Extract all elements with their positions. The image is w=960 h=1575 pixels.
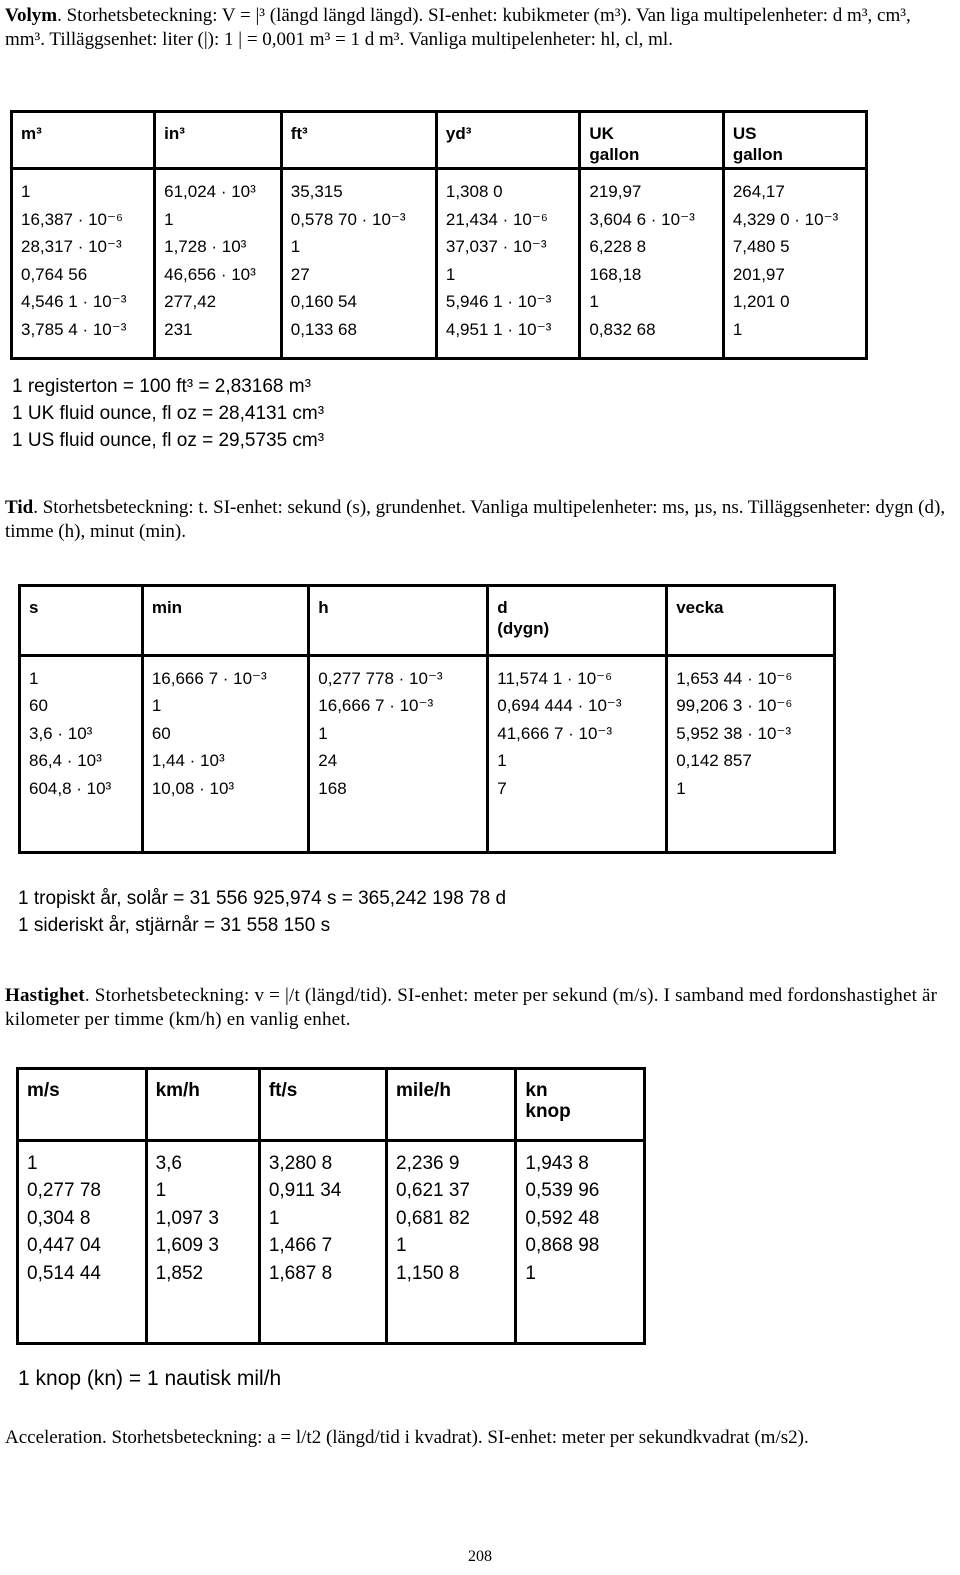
- table-cell: 60: [151, 723, 171, 743]
- table-cell: 1: [732, 319, 743, 339]
- speed-notes: [18, 1365, 281, 1392]
- table-cell: 0,133 68: [290, 319, 357, 339]
- table-cell: 1: [268, 1207, 280, 1229]
- table-cell: 0,447 04: [27, 1235, 101, 1257]
- column-header: ft/s: [259, 1070, 386, 1140]
- column-header: m³: [13, 113, 155, 169]
- column-header: ft³: [281, 113, 436, 169]
- column-header: min: [142, 587, 308, 655]
- table-cell: 16,666 7 · 10⁻³: [151, 668, 267, 688]
- table-cell: 35,315: [290, 182, 343, 202]
- table-cell: 37,037 · 10⁻³: [445, 237, 547, 257]
- table-cell: 1,852: [155, 1262, 204, 1284]
- table-cell: 1: [497, 751, 507, 771]
- table-cell: 16,666 7 · 10⁻³: [318, 696, 434, 716]
- column-header: US gallon: [723, 113, 865, 169]
- volume-note: 1 registerton = 100 ft³ = 2,83168 m³: [12, 376, 311, 397]
- table-cell: 5,952 38 · 10⁻³: [676, 723, 792, 743]
- table-cell: 168: [318, 778, 347, 798]
- table-cell: 99,206 3 · 10⁻⁶: [676, 696, 793, 716]
- column-values: [21, 655, 142, 851]
- column-header: kn knop: [516, 1070, 643, 1140]
- column-values: [142, 655, 308, 851]
- table-cell: 1: [21, 182, 31, 202]
- column-values: [155, 169, 282, 357]
- table-cell: 0,514 44: [27, 1262, 101, 1284]
- column-values: [146, 1140, 259, 1342]
- table-cell: 264,17: [732, 182, 785, 202]
- table-cell: 1: [318, 723, 328, 743]
- speed-heading: Hastighet: [5, 985, 85, 1006]
- table-cell: 0,694 444 · 10⁻³: [497, 696, 622, 716]
- table-cell: 60: [29, 696, 48, 716]
- table-cell: 1: [396, 1235, 407, 1257]
- speed-text: . Storhetsbeteckning: v = |/t (längd/tid). SI-enhet: meter per sekund (m/s). I samband med fordonshastighet är kilometer per timme (km/h) en vanlig enhet.: [5, 985, 938, 1030]
- table-cell: 7,480 5: [732, 237, 790, 257]
- table-cell: 1: [29, 668, 39, 688]
- table-cell: 201,97: [732, 264, 785, 284]
- table-cell: 1,728 · 10³: [164, 237, 247, 257]
- table-cell: 4,546 1 · 10⁻³: [21, 292, 127, 312]
- table-cell: 0,277 778 · 10⁻³: [318, 668, 443, 688]
- table-cell: 1,609 3: [155, 1235, 219, 1257]
- table-cell: 61,024 · 10³: [164, 182, 256, 202]
- table-cell: 168,18: [589, 264, 642, 284]
- table-cell: 0,911 34: [268, 1180, 342, 1202]
- column-header: km/h: [146, 1070, 259, 1140]
- table-cell: 1: [151, 696, 162, 716]
- time-table: [18, 584, 836, 854]
- time-note: 1 sideriskt år, stjärnår = 31 558 150 s: [18, 915, 331, 936]
- table-cell: 21,434 · 10⁻⁶: [445, 209, 548, 229]
- column-header: vecka: [667, 587, 833, 655]
- table-cell: 219,97: [589, 182, 642, 202]
- table-cell: 0,160 54: [290, 292, 357, 312]
- header-row: [21, 587, 833, 655]
- column-values: [387, 1140, 516, 1342]
- table-cell: 7: [497, 778, 507, 798]
- table-cell: 277,42: [164, 292, 217, 312]
- page-number: 208: [468, 1548, 492, 1565]
- table-cell: 0,764 56: [21, 264, 88, 284]
- table-cell: 231: [164, 319, 193, 339]
- table-cell: 1,44 · 10³: [151, 751, 225, 771]
- table-cell: 1,308 0: [445, 182, 503, 202]
- time-notes: [18, 885, 506, 939]
- table-cell: 27: [290, 264, 310, 284]
- column-header: in³: [155, 113, 282, 169]
- time-heading: Tid: [5, 497, 34, 518]
- table-cell: 16,387 · 10⁻⁶: [21, 209, 123, 229]
- table-cell: 3,6: [155, 1152, 182, 1174]
- column-values: [281, 169, 436, 357]
- table-cell: 3,604 6 · 10⁻³: [589, 209, 695, 229]
- column-values: [309, 655, 488, 851]
- volume-table: [10, 110, 868, 360]
- table-cell: 0,621 37: [396, 1180, 470, 1202]
- table-cell: 1,097 3: [155, 1207, 219, 1229]
- column-values: [723, 169, 865, 357]
- table-cell: 10,08 · 10³: [151, 778, 235, 798]
- column-values: [259, 1140, 386, 1342]
- table-cell: 1: [290, 237, 301, 257]
- time-note: 1 tropiskt år, solår = 31 556 925,974 s = 365,242 198 78 d: [18, 888, 507, 909]
- column-header: h: [309, 587, 488, 655]
- column-values: [436, 169, 579, 357]
- table-cell: 28,317 · 10⁻³: [21, 237, 122, 257]
- table-cell: 46,656 · 10³: [164, 264, 256, 284]
- column-values: [667, 655, 833, 851]
- column-values: [488, 655, 667, 851]
- table-cell: 1: [676, 778, 686, 798]
- table-cell: 1,466 7: [268, 1235, 333, 1257]
- speed-paragraph: [5, 984, 955, 1032]
- volume-notes: [12, 373, 324, 454]
- table-cell: 4,329 0 · 10⁻³: [732, 209, 839, 229]
- table-cell: 3,280 8: [268, 1152, 333, 1174]
- table-cell: 0,832 68: [589, 319, 656, 339]
- table-cell: 11,574 1 · 10⁻⁶: [497, 668, 613, 688]
- table-cell: 0,868 98: [525, 1235, 600, 1257]
- volume-note: 1 US fluid ounce, fl oz = 29,5735 cm³: [12, 430, 325, 451]
- table-cell: 1: [589, 292, 599, 312]
- table-cell: 0,142 857: [676, 751, 752, 771]
- table-cell: 4,951 1 · 10⁻³: [445, 319, 552, 339]
- table-cell: 1,150 8: [396, 1262, 460, 1284]
- column-values: [19, 1140, 146, 1342]
- data-body: [19, 1140, 643, 1342]
- table-cell: 86,4 · 10³: [29, 751, 102, 771]
- table-cell: 0,578 70 · 10⁻³: [290, 209, 406, 229]
- table-cell: 0,277 78: [27, 1180, 101, 1202]
- column-header: UK gallon: [580, 113, 723, 169]
- time-paragraph: [5, 496, 955, 544]
- table-cell: 1: [525, 1262, 536, 1284]
- table-cell: 0,304 8: [27, 1207, 91, 1229]
- time-text: . Storhetsbeteckning: t. SI-enhet: sekund (s), grundenhet. Vanliga multipelenheter: ms, µs, ns. Tilläggsenheter: dygn (d), timme (h), minut (min).: [5, 497, 946, 542]
- column-header: yd³: [436, 113, 579, 169]
- header-row: [19, 1070, 643, 1140]
- speed-note: 1 knop (kn) = 1 nautisk mil/h: [18, 1367, 282, 1390]
- table-cell: 6,228 8: [589, 237, 647, 257]
- table-cell: 41,666 7 · 10⁻³: [497, 723, 613, 743]
- table-cell: 1,653 44 · 10⁻⁶: [676, 668, 793, 688]
- column-values: [13, 169, 155, 357]
- table-cell: 1,201 0: [732, 292, 790, 312]
- column-values: [580, 169, 723, 357]
- speed-table: [16, 1067, 646, 1345]
- table-cell: 24: [318, 751, 338, 771]
- table-cell: 0,681 82: [396, 1207, 470, 1229]
- column-header: m/s: [19, 1070, 146, 1140]
- table-cell: 3,785 4 · 10⁻³: [21, 319, 127, 339]
- volume-paragraph: [5, 4, 955, 52]
- table-cell: 1: [164, 209, 174, 229]
- data-body: [13, 169, 865, 357]
- column-header: s: [21, 587, 142, 655]
- column-values: [516, 1140, 643, 1342]
- table-cell: 2,236 9: [396, 1152, 460, 1174]
- table-cell: 1: [445, 264, 456, 284]
- volume-note: 1 UK fluid ounce, fl oz = 28,4131 cm³: [12, 403, 325, 424]
- table-cell: 0,592 48: [525, 1207, 600, 1229]
- volume-text: . Storhetsbeteckning: V = |³ (längd längd längd). SI-enhet: kubikmeter (m³). Van liga multipelenheter: d m³, cm³, mm³. Tilläggsenhet: liter (|): 1 | = 0,001 m³ = 1 d m³. Vanliga multipelenheter: hl, cl, ml.: [5, 5, 911, 50]
- column-header: d (dygn): [488, 587, 667, 655]
- volume-heading: Volym: [5, 5, 58, 26]
- table-cell: 1,943 8: [525, 1152, 589, 1174]
- table-cell: 1: [155, 1180, 167, 1202]
- table-cell: 604,8 · 10³: [29, 778, 112, 798]
- acceleration-paragraph: Acceleration. Storhetsbeteckning: a = l/t2 (längd/tid i kvadrat). SI-enhet: meter per sekundkvadrat (m/s2).: [5, 1427, 809, 1448]
- table-cell: 3,6 · 10³: [29, 723, 93, 743]
- table-cell: 1,687 8: [268, 1262, 333, 1284]
- data-body: [21, 655, 833, 851]
- header-row: [13, 113, 865, 169]
- table-cell: 0,539 96: [525, 1180, 600, 1202]
- table-cell: 1: [27, 1152, 38, 1174]
- column-header: mile/h: [387, 1070, 516, 1140]
- table-cell: 5,946 1 · 10⁻³: [445, 292, 552, 312]
